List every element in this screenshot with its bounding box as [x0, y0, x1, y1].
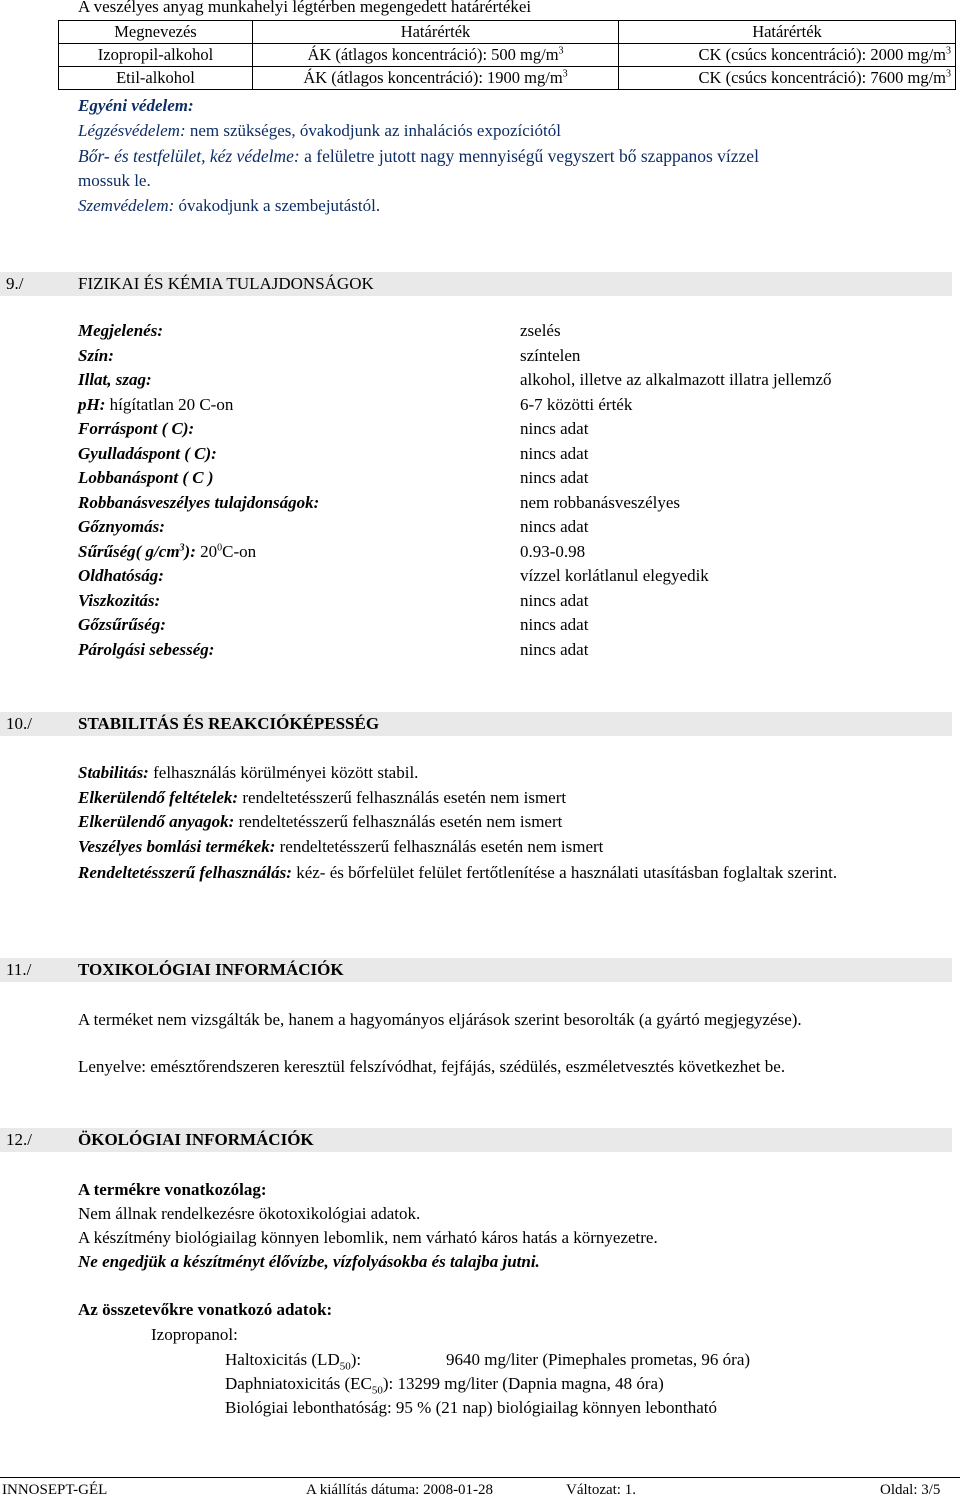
section-10-header [0, 712, 952, 736]
toxicology-paragraph-1: A terméket nem vizsgálták be, hanem a hagyományos eljárások szerint besorolták (a gyártó megjegyzése). [78, 1010, 802, 1029]
intended-use-item: Rendeltetésszerű felhasználás: kéz- és bőrfelület felület fertőtlenítése a használati utasításban foglaltak szerint. [78, 863, 838, 882]
property-label: Gőznyomás: [78, 517, 165, 536]
substance-name: Izopropanol: [151, 1325, 238, 1344]
property-label: pH: hígítatlan 20 C-on [78, 395, 234, 414]
property-value: nincs adat [520, 640, 589, 659]
respiratory-protection: Légzésvédelem: nem szükséges, óvakodjunk az inhalációs expozíciótól [78, 121, 561, 140]
cell-ck: CK (csúcs koncentráció): 2000 $mg/m^3$ [619, 44, 956, 67]
footer-version: Változat: 1. [566, 1482, 636, 1498]
section-11-header [0, 958, 952, 982]
cell-ak: ÁK (átlagos koncentráció): 1900 $mg/m^3$ [253, 67, 619, 90]
property-value: 6-7 közötti érték [520, 395, 633, 414]
skin-protection-cont: mossuk le. [78, 171, 151, 190]
footer-product: INNOSEPT-GÉL [2, 1482, 108, 1498]
decomposition-item: Veszélyes bomlási termékek: rendeltetésszerű felhasználás esetén nem ismert [78, 837, 604, 856]
section-number: 10./ [6, 714, 32, 733]
property-label: Gyulladáspont ( C): [78, 444, 217, 463]
section-number: 12./ [6, 1130, 32, 1149]
property-value: nem robbanásveszélyes [520, 493, 681, 512]
eco-line-3: Ne engedjük a készítményt élővízbe, vízfolyásokba és talajba jutni. [78, 1252, 540, 1271]
eco-line-2: A készítmény biológiailag könnyen lebomlik, nem várható káros hatás a környezetre. [78, 1228, 658, 1247]
stability-item: Stabilitás: felhasználás körülményei között stabil. [78, 763, 419, 782]
col-header-ak: Határérték [253, 21, 619, 44]
property-value: színtelen [520, 346, 581, 365]
property-label: Szín: [78, 346, 114, 365]
section-9-header [0, 272, 952, 296]
protection-heading: Egyéni védelem: [78, 96, 194, 115]
fish-toxicity-label: Haltoxicitás $(LD_{50})$: [225, 1350, 362, 1373]
cell-name: Izopropil-alkohol [59, 44, 253, 67]
cell-ck: CK (csúcs koncentráció): 7600 $mg/m^3$ [619, 67, 956, 90]
property-label: Forráspont ( C): [78, 419, 195, 438]
footer-date: A kiállítás dátuma: 2008-01-28 [306, 1482, 494, 1498]
limits-header-row [59, 21, 956, 44]
property-label: Illat, szag: [78, 370, 152, 389]
property-value: nincs adat [520, 444, 589, 463]
property-value: 0.93-0.98 [520, 542, 586, 561]
component-eco-heading: Az összetevőkre vonatkozó adatok: [78, 1300, 333, 1319]
property-value: zselés [520, 321, 561, 340]
eco-line-1: Nem állnak rendelkezésre ökotoxikológiai adatok. [78, 1204, 421, 1223]
limits-row [59, 67, 956, 90]
toxicology-paragraph-2: Lenyelve: emésztőrendszeren keresztül felszívódhat, fejfájás, szédülés, eszméletvesztés következhet be. [78, 1057, 786, 1076]
biodegradability: Biológiai lebonthatóság: 95 % (21 nap) biológiailag könnyen lebontható [225, 1398, 717, 1417]
limits-title: A veszélyes anyag munkahelyi légtérben megengedett határértékei [78, 0, 532, 16]
col-header-ck: Határérték [619, 21, 956, 44]
fish-toxicity-value: 9640 mg/liter (Pimephales prometas, 96 óra) [446, 1350, 751, 1369]
section-12-header [0, 1128, 952, 1152]
property-value: nincs adat [520, 615, 589, 634]
property-label: Lobbanáspont ( C ) [78, 468, 214, 487]
footer-page: Oldal: 3/5 [880, 1482, 941, 1498]
property-label: Párolgási sebesség: [78, 640, 215, 659]
property-label: Gőzsűrűség: [78, 615, 166, 634]
section-number: 9./ [6, 274, 24, 293]
section-number: 11./ [6, 960, 32, 979]
property-value: nincs adat [520, 517, 589, 536]
property-value: vízzel korlátlanul elegyedik [520, 566, 709, 585]
section-title: STABILITÁS ÉS REAKCIÓKÉPESSÉG [78, 714, 380, 733]
footer-rule [0, 1477, 960, 1478]
property-label: Sűrűség( $g/cm^3$): $20^0C-on$ [78, 542, 257, 561]
property-value: alkohol, illetve az alkalmazott illatra jellemző [520, 370, 832, 389]
property-value: nincs adat [520, 468, 589, 487]
section-title: FIZIKAI ÉS KÉMIA TULAJDONSÁGOK [78, 274, 374, 293]
col-header-name: Megnevezés [59, 21, 253, 44]
section-title: TOXIKOLÓGIAI INFORMÁCIÓK [78, 960, 344, 979]
limits-row [59, 44, 956, 67]
property-label: Viszkozitás: [78, 591, 161, 610]
property-label: Megjelenés: [78, 321, 163, 340]
conditions-to-avoid-item: Elkerülendő feltételek: rendeltetésszerű felhasználás esetén nem ismert [78, 788, 567, 807]
materials-to-avoid-item: Elkerülendő anyagok: rendeltetésszerű felhasználás esetén nem ismert [78, 812, 563, 831]
eye-protection: Szemvédelem: óvakodjunk a szembejutástól. [78, 196, 381, 215]
property-value: nincs adat [520, 591, 589, 610]
daphnia-toxicity: Daphniatoxicitás $(EC_{50})$: 13299 mg/liter (Dapnia magna, 48 óra) [225, 1374, 664, 1397]
property-label: Oldhatóság: [78, 566, 164, 585]
cell-name: Etil-alkohol [59, 67, 253, 90]
cell-ak: ÁK (átlagos koncentráció): 500 $mg/m^3$ [253, 44, 619, 67]
property-label: Robbanásveszélyes tulajdonságok: [78, 493, 320, 512]
property-value: nincs adat [520, 419, 589, 438]
skin-protection: Bőr- és testfelület, kéz védelme: a felületre jutott nagy mennyiségű vegyszert bő szappanos vízzel [78, 146, 759, 166]
section-title: ÖKOLÓGIAI INFORMÁCIÓK [78, 1130, 314, 1149]
product-eco-heading: A termékre vonatkozólag: [78, 1180, 267, 1199]
limits-table [58, 20, 956, 90]
